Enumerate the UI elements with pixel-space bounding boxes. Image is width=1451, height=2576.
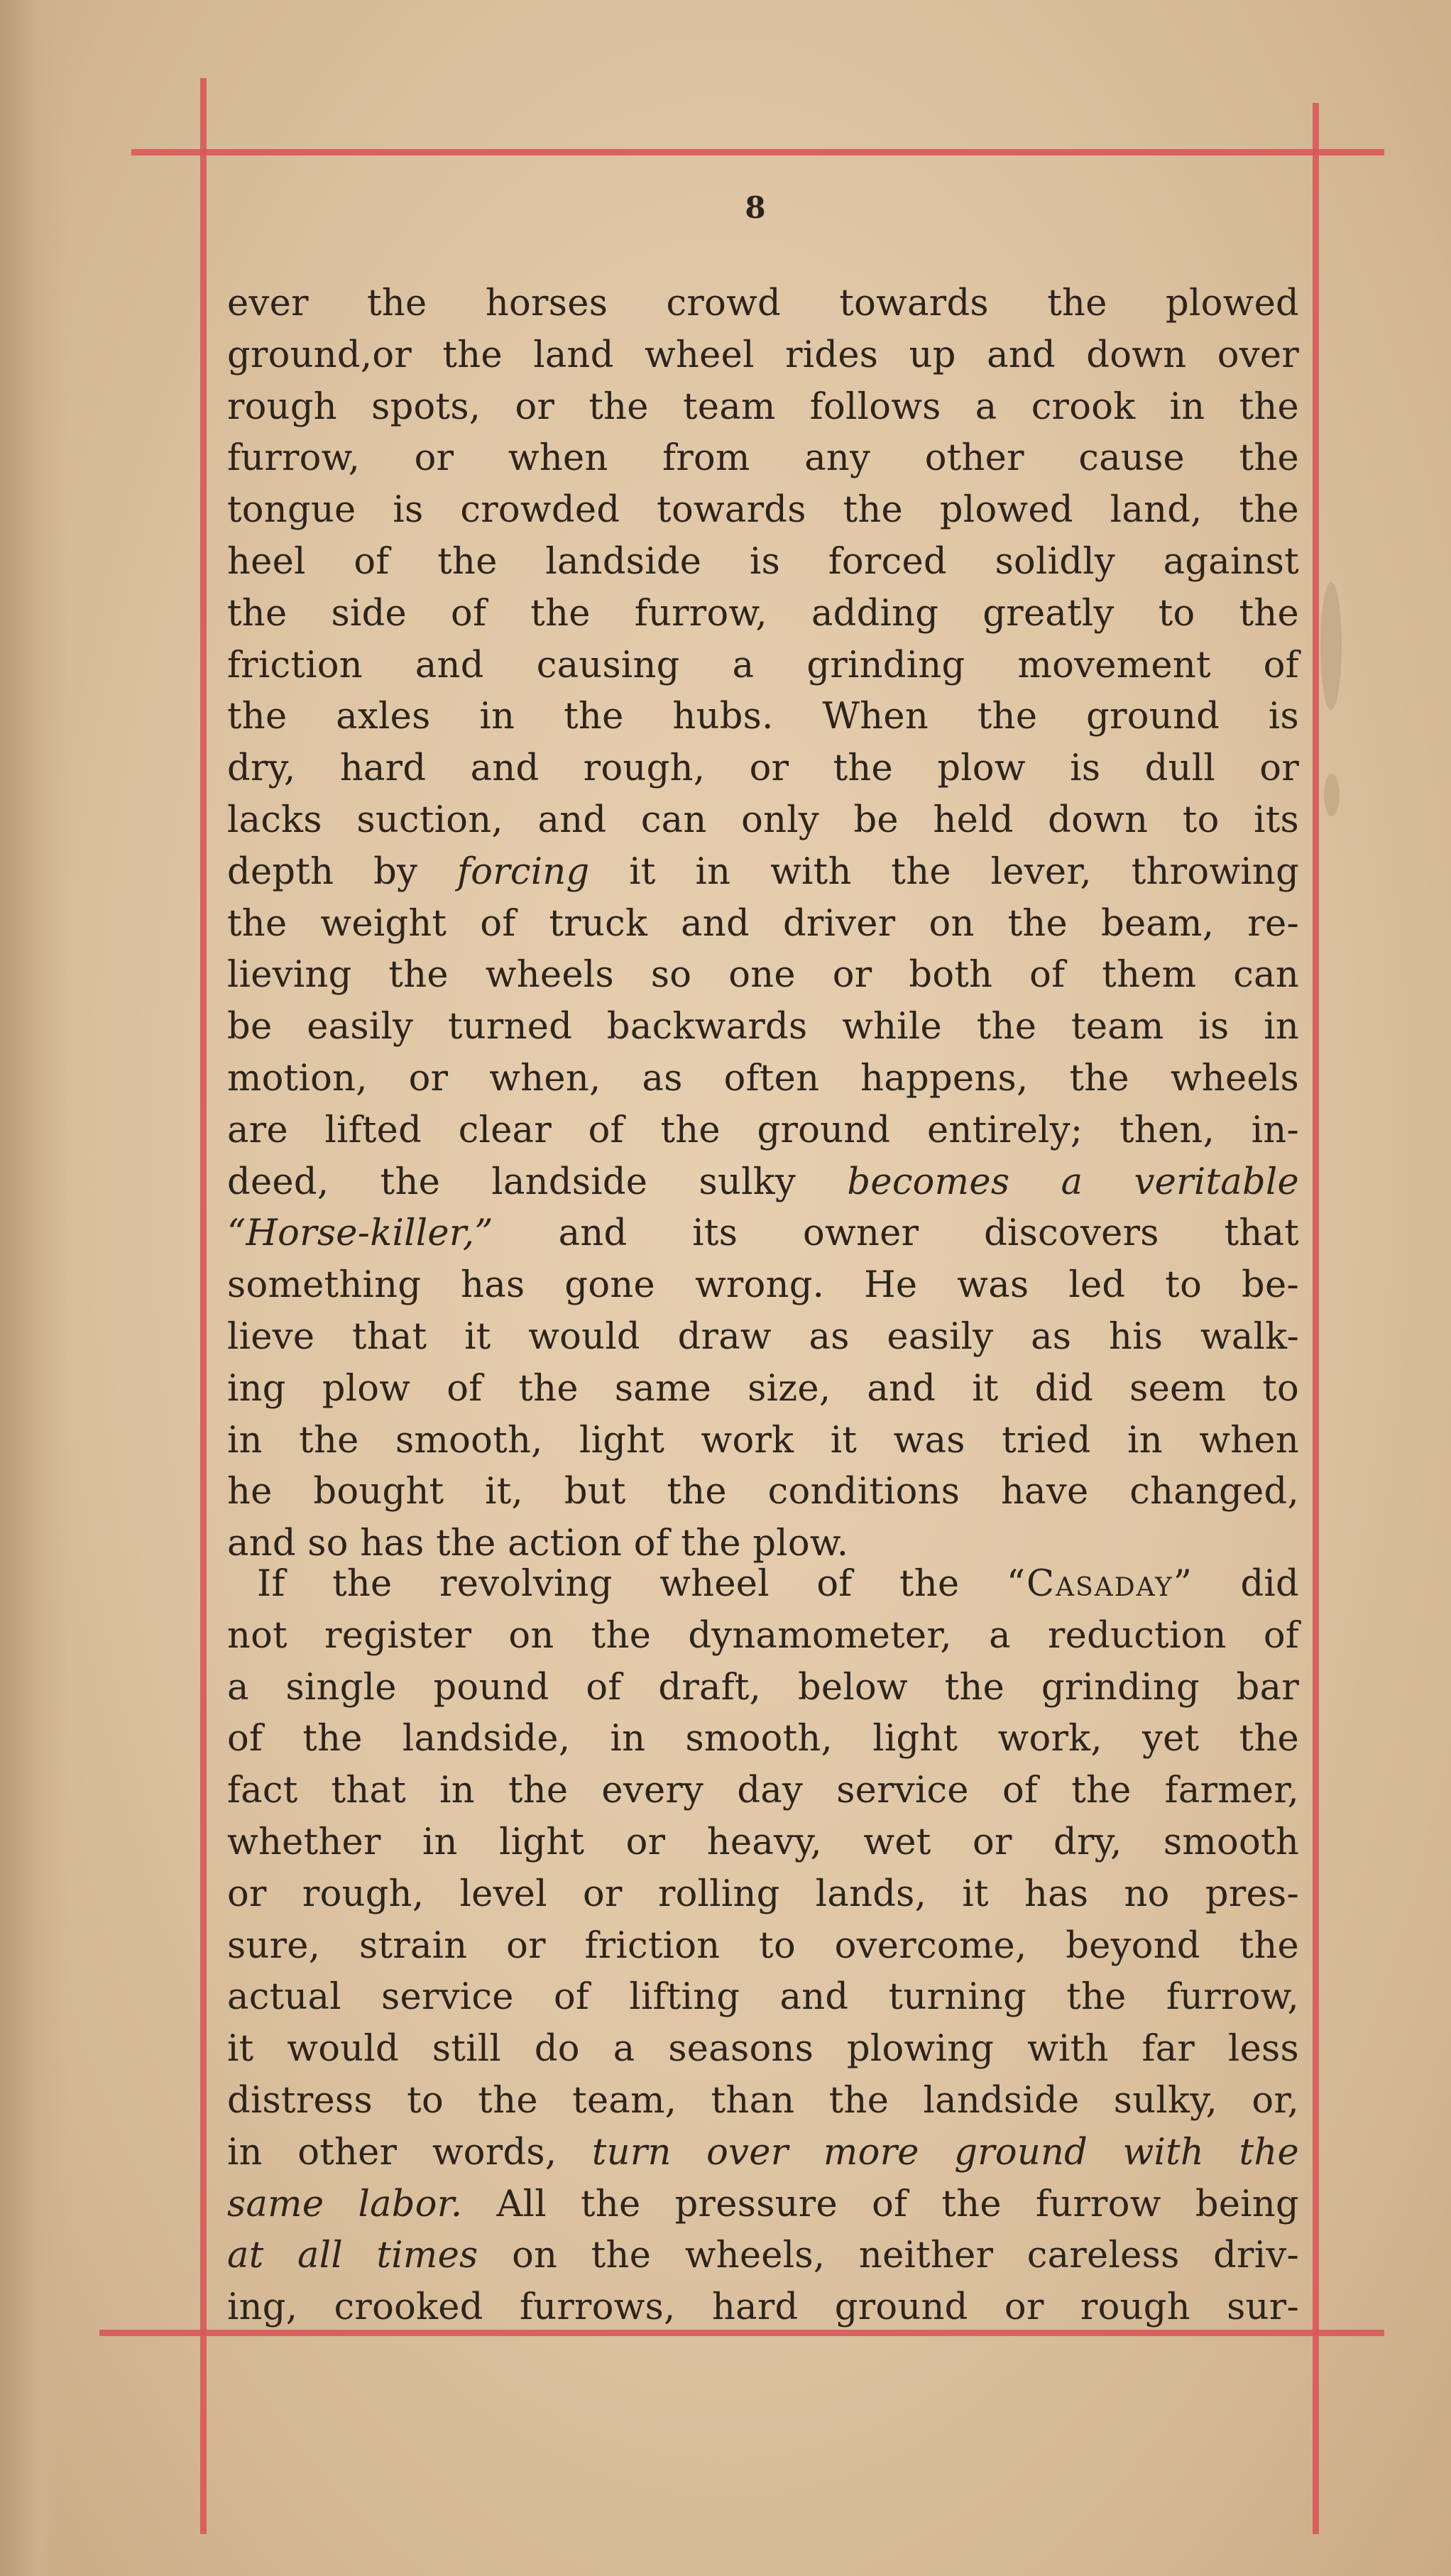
text-line: he bought it, but the conditions have changed, bbox=[227, 1471, 1299, 1513]
text-line: whether in light or heavy, wet or dry, smooth bbox=[227, 1821, 1299, 1863]
text-line bbox=[227, 1157, 1299, 1209]
italic-emphasis: “Horse-killer,” bbox=[227, 1212, 493, 1255]
page-gutter-shadow bbox=[0, 0, 67, 2576]
italic-emphasis: at all times bbox=[227, 2235, 478, 2277]
text-line bbox=[227, 847, 1299, 899]
text-run: it in with the lever, throwing bbox=[629, 850, 1300, 893]
text-run: and its owner discovers that bbox=[558, 1212, 1300, 1255]
text-line: the axles in the hubs. When the ground is bbox=[227, 696, 1299, 738]
text-line: ing, crooked furrows, hard ground or rough sur- bbox=[227, 2286, 1299, 2329]
text-line: fact that in the every day service of the farmer, bbox=[227, 1770, 1299, 1812]
text-line: actual service of lifting and turning the furrow, bbox=[227, 1976, 1299, 2019]
text-line: rough spots, or the team follows a crook in the bbox=[227, 385, 1299, 428]
text-line: the side of the furrow, adding greatly to the bbox=[227, 592, 1299, 635]
text-line: be easily turned backwards while the team is in bbox=[227, 1006, 1299, 1048]
italic-emphasis: same labor. bbox=[227, 2183, 463, 2225]
text-run: did bbox=[1240, 1563, 1299, 1605]
text-line bbox=[227, 1559, 1299, 1611]
italic-emphasis: becomes a veritable bbox=[847, 1161, 1299, 1203]
text-line: not register on the dynamometer, a reduction of bbox=[227, 1614, 1299, 1657]
text-line: lacks suction, and can only be held down to its bbox=[227, 799, 1299, 841]
text-line: dry, hard and rough, or the plow is dull or bbox=[227, 747, 1299, 790]
text-line: tongue is crowded towards the plowed land, the bbox=[227, 489, 1299, 532]
paragraph-1 bbox=[227, 278, 1299, 1570]
ink-smudge bbox=[1324, 774, 1340, 816]
text-line bbox=[227, 2179, 1299, 2231]
text-run: on the wheels, neither careless driv- bbox=[512, 2235, 1299, 2277]
text-run: All the pressure of the furrow being bbox=[496, 2183, 1299, 2225]
text-line: it would still do a seasons plowing with far less bbox=[227, 2028, 1299, 2071]
brand-name: “Casaday” bbox=[1006, 1563, 1193, 1605]
text-line: the weight of truck and driver on the beam, re- bbox=[227, 902, 1299, 945]
text-line: motion, or when, as often happens, the wheels bbox=[227, 1057, 1299, 1100]
text-line bbox=[227, 1208, 1299, 1260]
italic-emphasis: forcing bbox=[457, 850, 590, 893]
text-line: or rough, level or rolling lands, it has no pres- bbox=[227, 1873, 1299, 1915]
text-run: in other words, bbox=[227, 2131, 557, 2174]
text-line: and so has the action of the plow. bbox=[227, 1523, 849, 1565]
text-line bbox=[227, 2230, 1299, 2282]
border-rule-left bbox=[200, 78, 207, 2534]
text-line: of the landside, in smooth, light work, yet the bbox=[227, 1718, 1299, 1760]
italic-emphasis: turn over more ground with the bbox=[591, 2131, 1299, 2174]
page-number: 8 bbox=[745, 190, 766, 225]
text-line: heel of the landside is forced solidly against bbox=[227, 540, 1299, 583]
text-line: ing plow of the same size, and it did seem to bbox=[227, 1367, 1299, 1410]
border-rule-right bbox=[1313, 103, 1319, 2534]
text-line: friction and causing a grinding movement of bbox=[227, 644, 1299, 686]
text-run: depth by bbox=[227, 850, 418, 893]
text-line: furrow, or when from any other cause the bbox=[227, 437, 1299, 480]
text-line: lieve that it would draw as easily as his walk- bbox=[227, 1315, 1299, 1358]
text-line bbox=[227, 2127, 1299, 2179]
ink-smudge bbox=[1320, 582, 1342, 710]
text-line: sure, strain or friction to overcome, beyond the bbox=[227, 1924, 1299, 1967]
text-line: in the smooth, light work it was tried in when bbox=[227, 1419, 1299, 1462]
text-line: lieving the wheels so one or both of them can bbox=[227, 954, 1299, 997]
text-line: a single pound of draft, below the grinding bar bbox=[227, 1666, 1299, 1709]
paragraph-2 bbox=[227, 1559, 1299, 2334]
text-line: something has gone wrong. He was led to be- bbox=[227, 1264, 1299, 1307]
text-run: If the revolving wheel of the bbox=[257, 1563, 960, 1605]
text-line: are lifted clear of the ground entirely; then, in- bbox=[227, 1109, 1299, 1151]
text-run: deed, the landside sulky bbox=[227, 1161, 796, 1203]
text-line: ever the horses crowd towards the plowed bbox=[227, 283, 1299, 324]
text-line: distress to the team, than the landside sulky, or, bbox=[227, 2079, 1299, 2122]
border-rule-top bbox=[131, 149, 1384, 155]
text-line: ground,or the land wheel rides up and down over bbox=[227, 334, 1299, 376]
